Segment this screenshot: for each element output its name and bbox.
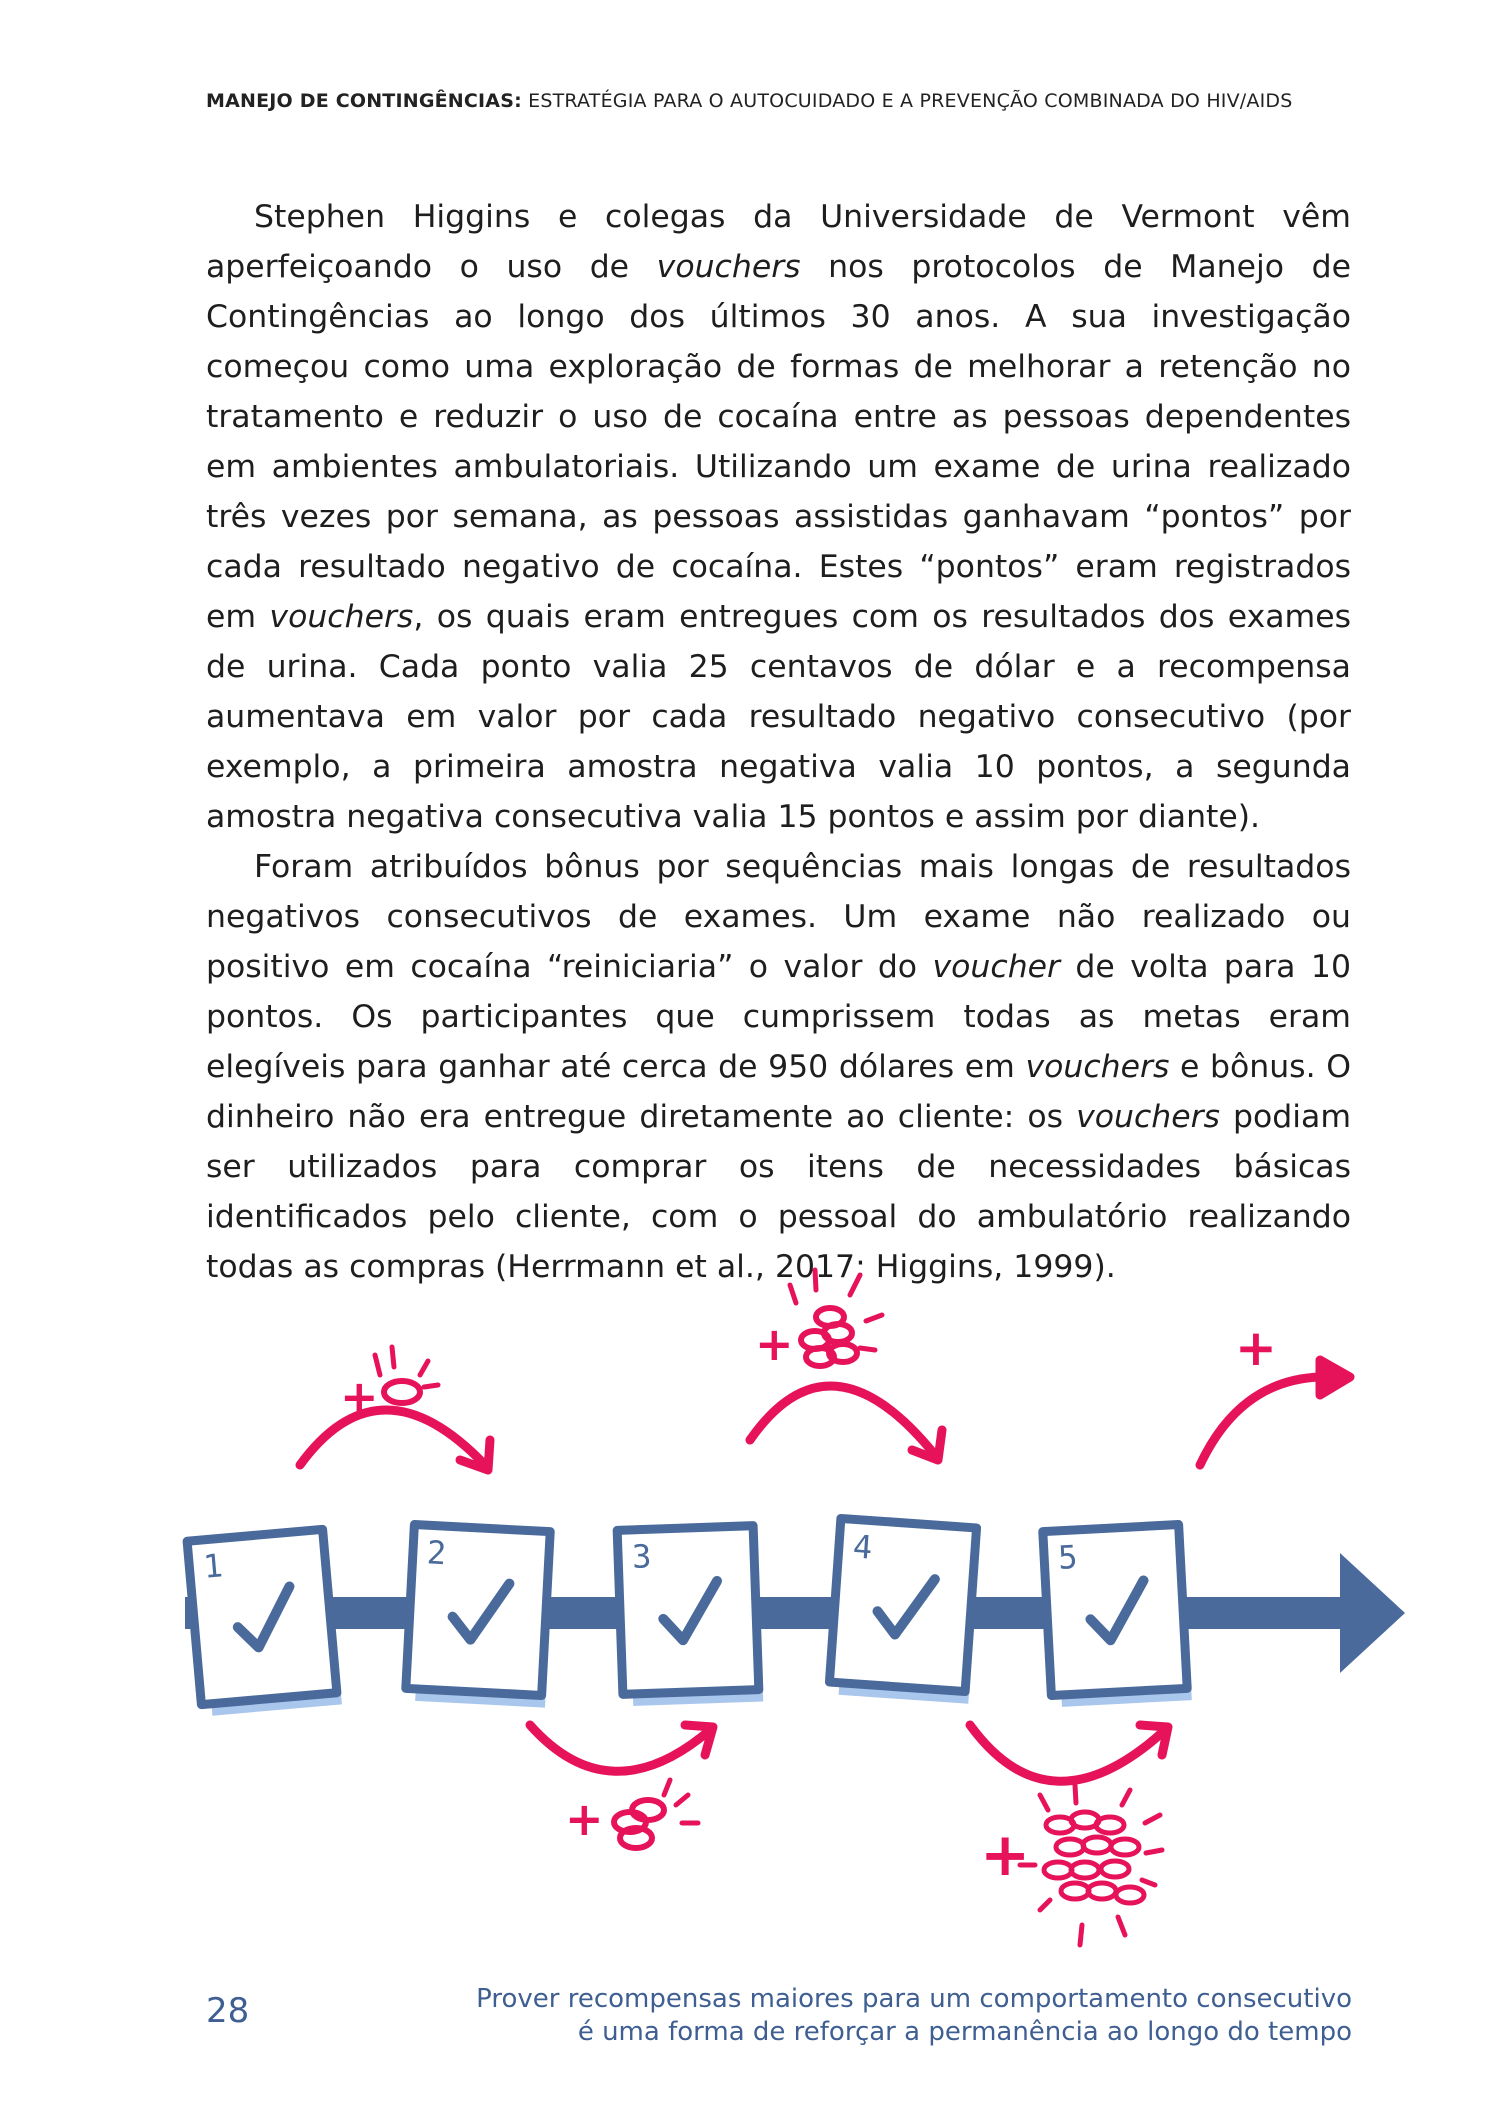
p2-text-1: Foram atribuídos bônus por sequências mais longas de resultados negativos consecutivos de exames. Um exame não realizado ou positivo em cocaína “reiniciaria” o valor do [206, 849, 1351, 985]
reward-3-plus: + [755, 1317, 794, 1371]
arrow-3-to-4 [750, 1386, 935, 1455]
card-3-label: 3 [631, 1537, 653, 1576]
arrow-4-to-5 [970, 1725, 1165, 1781]
p1-italic-2: vouchers [269, 599, 414, 635]
running-header [206, 90, 1356, 112]
card-4 [829, 1518, 981, 1703]
card-5 [1043, 1524, 1192, 1707]
reward-2 [565, 1780, 698, 1848]
coin-icon [1116, 1887, 1144, 1903]
reward-5 [1235, 1319, 1277, 1377]
reward-4 [980, 1785, 1162, 1945]
coin-icon [1101, 1861, 1129, 1877]
body-text [206, 192, 1351, 1292]
p1-italic-1: vouchers [656, 249, 801, 285]
reward-5-plus: + [1235, 1319, 1277, 1377]
paragraph-2 [206, 842, 1351, 1292]
coin-icon [384, 1381, 420, 1403]
reward-3 [755, 1270, 882, 1371]
coin-icon [1096, 1817, 1124, 1833]
card-1-label: 1 [201, 1546, 225, 1586]
p1-text-1: Stephen Higgins e colegas da Universidade de Vermont vêm aperfeiçoando o uso de [206, 199, 1351, 285]
p2-text-4: podiam ser utilizados para comprar os itens de necessidades básicas identificados pelo cliente, com o pessoal do ambulatório realizando todas as compras (Herrmann et al., 2017; Higgins, 1999). [206, 1099, 1352, 1285]
coin-icon [1088, 1883, 1116, 1899]
card-1 [187, 1529, 342, 1717]
reward-4-plus: + [980, 1820, 1031, 1890]
card-5-label: 5 [1057, 1537, 1079, 1577]
card-2 [405, 1525, 554, 1708]
p1-text-2: nos protocolos de Manejo de Contingências ao longo dos últimos 30 anos. A sua investigação começou como uma exploração de formas de melhorar a retenção no tratamento e reduzir o uso de cocaína entre as pessoas dependentes em ambientes ambulatoriais. Utilizando um exame de urina realizado três vezes por semana, as pessoas assistidas ganhavam “pontos” por cada resultado negativo de cocaína. Estes “pontos” eram registrados em [206, 249, 1351, 635]
reward-2-plus: + [565, 1792, 604, 1846]
caption-line-2: é uma forma de reforçar a permanência ao longo do tempo [577, 2017, 1352, 2047]
p2-italic-2: vouchers [1025, 1049, 1170, 1085]
coin-icon [620, 1828, 652, 1848]
header-bold: MANEJO DE CONTINGÊNCIAS: [206, 90, 522, 112]
caption-line-1: Prover recompensas maiores para um comportamento consecutivo [476, 1984, 1352, 2014]
card-2-label: 2 [425, 1533, 448, 1573]
coin-icon [1044, 1862, 1072, 1878]
arrow-5-onward-head [1320, 1360, 1350, 1395]
arrow-2-to-3 [530, 1725, 710, 1771]
coin-icon [1061, 1883, 1089, 1899]
page-number: 28 [206, 1991, 250, 2031]
coin-icon [1071, 1862, 1099, 1878]
card-4-label: 4 [851, 1527, 874, 1567]
header-rest: ESTRATÉGIA PARA O AUTOCUIDADO E A PREVENÇÃO COMBINADA DO HIV/AIDS [521, 90, 1293, 112]
card-3 [617, 1526, 763, 1707]
p2-text-3: e bônus. O dinheiro não era entregue diretamente ao cliente: os [206, 1049, 1352, 1135]
paragraph-1 [206, 192, 1351, 842]
p2-text-2: de volta para 10 pontos. Os participantes que cumprissem todas as metas eram elegíveis para ganhar até cerca de 950 dólares em [206, 949, 1351, 1085]
coin-icon [816, 1308, 844, 1326]
reward-timeline-illustration [170, 1255, 1420, 1955]
figure-caption [452, 1983, 1352, 2049]
p2-italic-1: voucher [932, 949, 1060, 985]
coin-icon [1083, 1837, 1111, 1853]
timeline-arrowhead [1340, 1553, 1405, 1673]
p2-italic-3: vouchers [1076, 1099, 1220, 1135]
coin-icon [1111, 1839, 1139, 1855]
p1-text-3: , os quais eram entregues com os resultados dos exames de urina. Cada ponto valia 25 centavos de dólar e a recompensa aumentava em valor por cada resultado negativo consecutivo (por exemplo, a primeira amostra negativa valia 10 pontos, a segunda amostra negativa consecutiva valia 15 pontos e assim por diante). [206, 599, 1352, 835]
arrow-5-onward [1200, 1377, 1320, 1465]
coin-icon [1056, 1839, 1084, 1855]
reward-1-plus: + [340, 1370, 379, 1424]
